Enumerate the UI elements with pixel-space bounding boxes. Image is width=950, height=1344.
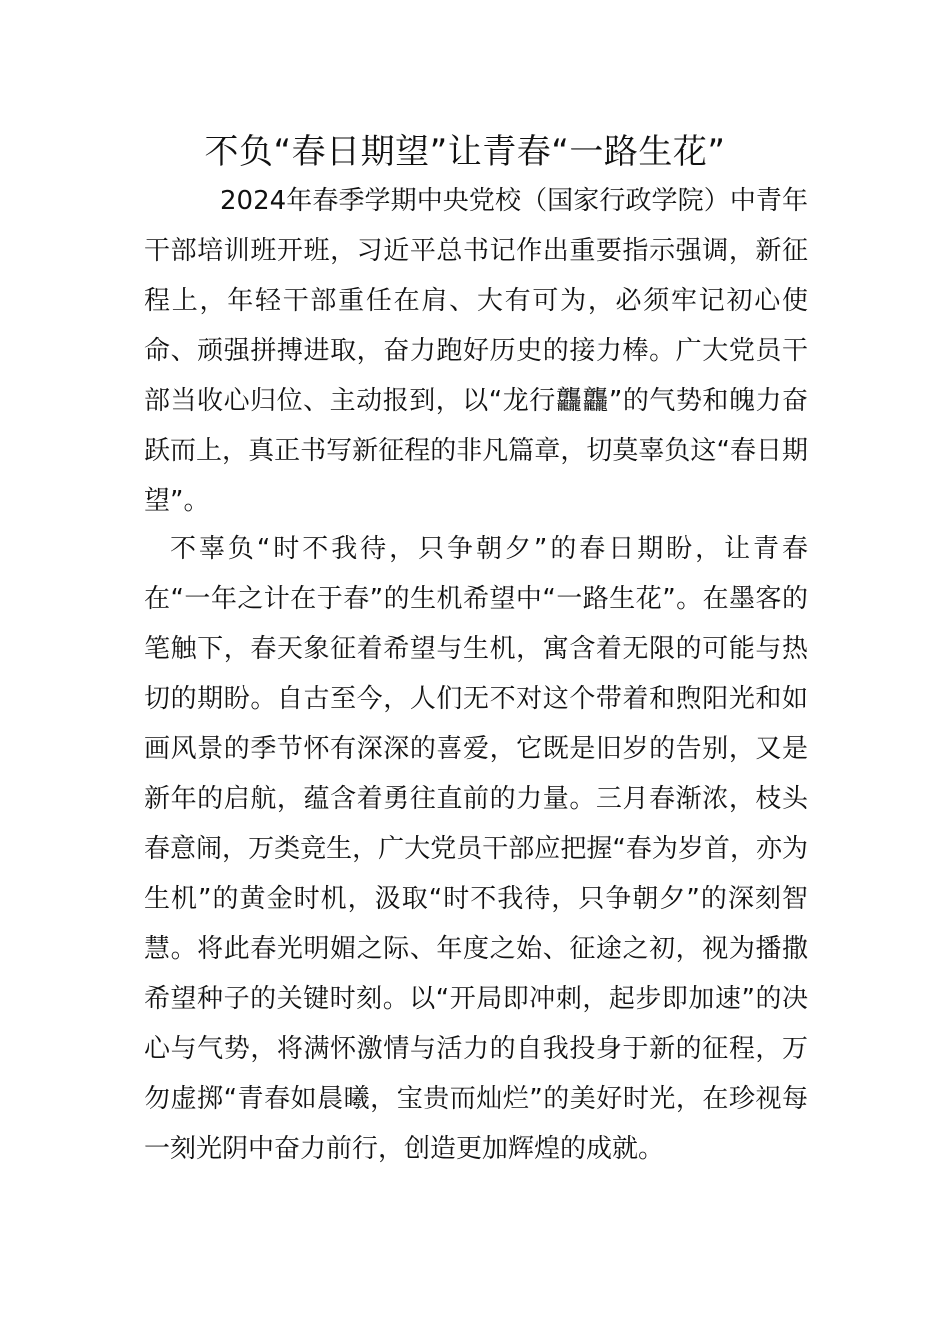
paragraph-2: 不辜负“时不我待，只争朝夕”的春日期盼，让青春在“一年之计在于春”的生机希望中“一路生花”。在墨客的笔触下，春天象征着希望与生机，寓含着无限的可能与热切的期盼。自古至今，人们无不对这个带着和煦阳光和如画风景的季节怀有深深的喜爱，它既是旧岁的告别，又是新年的启航，蕴含着勇往直前的力量。三月春渐浓，枝头春意闹，万类竞生，广大党员干部应把握“春为岁首，亦为生机”的黄金时机，汲取“时不我待，只争朝夕”的深刻智慧。将此春光明媚之际、年度之始、征途之初，视为播撒希望种子的关键时刻。以“开局即冲刺，起步即加速”的决心与气势，将满怀激情与活力的自我投身于新的征程，万勿虚掷“青春如晨曦，宝贵而灿烂”的美好时光，在珍视每一刻光阴中奋力前行，创造更加辉煌的成就。 xyxy=(144,534,808,1164)
paragraph-1: 2024年春季学期中央党校（国家行政学院）中青年干部培训班开班，习近平总书记作出重要指示强调，新征程上，年轻干部重任在肩、大有可为，必须牢记初心使命、顽强拼搏进取，奋力跑好历史的接力棒。广大党员干部当收心归位、主动报到，以“龙行龘龘”的气势和魄力奋跃而上，真正书写新征程的非凡篇章，切莫辜负这“春日期望”。 xyxy=(144,186,808,516)
document-title: 不负“春日期望”让青春“一路生花” xyxy=(204,132,726,172)
